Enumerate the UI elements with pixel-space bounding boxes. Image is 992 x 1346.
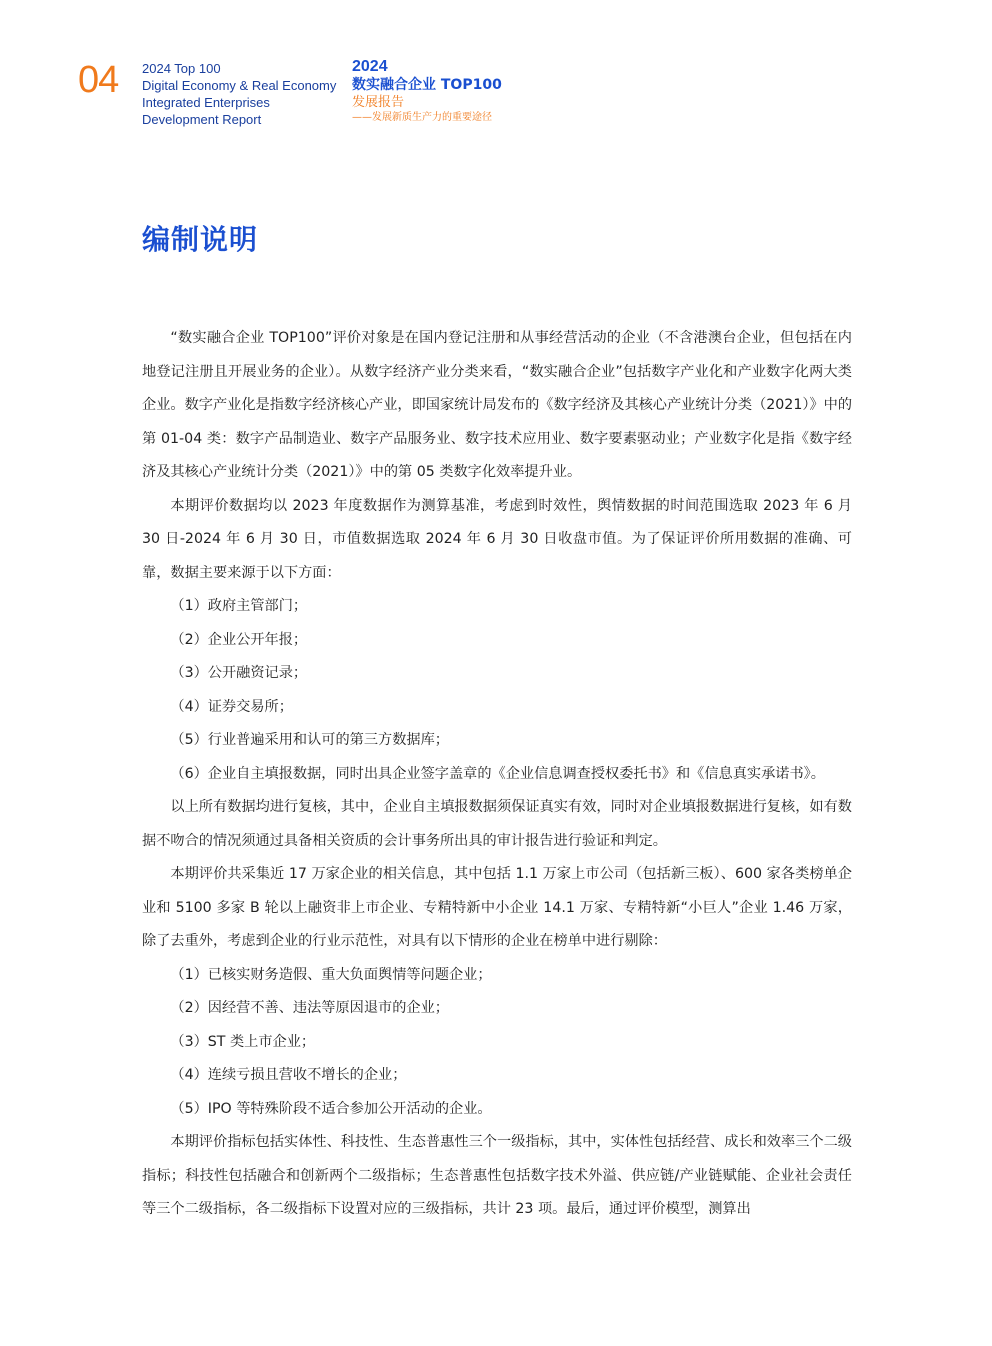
- english-title-line: 2024 Top 100: [142, 61, 221, 76]
- list-item: （3）公开融资记录；: [170, 665, 308, 681]
- paragraph-evaluation-scope: “数实融合企业 TOP100”评价对象是在国内登记注册和从事经营活动的企业（不含港澳台企业，但包括在内地登记注册且开展业务的企业）。从数字经济产业分类来看，“数实融合企业”包括数字产业化和产业数字化两大类企业。数字产业化是指数字经济核心产业，即国家统计局发布的《数字经济及其核心产业统计分类（2021）》中的第 01-04 类：数字产品制造业、数字产品服务业、数字技术应用业、数字要素驱动业；产业数字化是指《数字经济及其核心产业统计分类（2021）》中的第 05 类数字化效率提升业。: [142, 330, 853, 480]
- section-title: 编制说明: [142, 223, 259, 256]
- cn-title: 数实融合企业 TOP100: [352, 77, 502, 93]
- list-item: （2）因经营不善、违法等原因退市的企业；: [170, 1000, 449, 1016]
- list-item: （4）证券交易所；: [170, 698, 293, 715]
- list-item: （5）行业普遍采用和认可的第三方数据库；: [170, 732, 449, 748]
- list-item: （1）已核实财务造假、重大负面舆情等问题企业；: [170, 966, 492, 983]
- paragraph-indicators: 本期评价指标包括实体性、科技性、生态普惠性三个一级指标，其中，实体性包括经营、成长和效率三个二级指标；科技性包括融合和创新两个二级指标；生态普惠性包括数字技术外溢、供应链/产业链赋能、企业社会责任等三个二级指标，各二级指标下设置对应的三级指标，共计 23 项。最后，通过评价模型，测算出: [142, 1134, 852, 1217]
- page-number: 04: [78, 59, 119, 101]
- list-item: （1）政府主管部门；: [170, 598, 308, 614]
- chinese-report-title: [352, 58, 552, 125]
- english-title-line: Integrated Enterprises: [142, 95, 270, 110]
- list-item: （4）连续亏损且营收不增长的企业；: [170, 1067, 407, 1083]
- english-title-line: Digital Economy & Real Economy: [142, 78, 337, 93]
- exclusion-list: [142, 959, 852, 1127]
- list-item: （2）企业公开年报；: [170, 631, 308, 648]
- list-item: （3）ST 类上市企业；: [170, 1033, 316, 1050]
- english-title-line: Development Report: [142, 112, 262, 127]
- data-sources-list: [142, 590, 852, 791]
- report-header: [78, 56, 538, 128]
- paragraph-verification: 以上所有数据均进行复核，其中，企业自主填报数据须保证真实有效，同时对企业填报数据进行复核，如有数据不吻合的情况须通过具备相关资质的会计事务所出具的审计报告进行验证和判定。: [142, 799, 852, 849]
- cn-subtitle: 发展报告: [352, 95, 405, 110]
- list-item: （6）企业自主填报数据，同时出具企业签字盖章的《企业信息调查授权委托书》和《信息真实承诺书》。: [170, 765, 825, 782]
- list-item: （5）IPO 等特殊阶段不适合参加公开活动的企业。: [170, 1100, 492, 1117]
- body-content: [142, 322, 852, 1227]
- paragraph-collection: 本期评价共采集近 17 万家企业的相关信息，其中包括 1.1 万家上市公司（包括新三板）、600 家各类榜单企业和 5100 多家 B 轮以上融资非上市企业、专精特新中小企业 14.1 万家、专精特新“小巨人”企业 1.46 万家，除了去重外，考虑到企业的行业示范性，对具有以下情形的企业在榜单中进行剔除：: [142, 866, 852, 949]
- cn-tagline: ——发展新质生产力的重要途径: [352, 112, 492, 123]
- cn-year: 2024: [352, 58, 388, 75]
- english-report-title: [142, 60, 342, 128]
- paragraph-data-basis: 本期评价数据均以 2023 年度数据作为测算基准，考虑到时效性，舆情数据的时间范围选取 2023 年 6 月 30 日-2024 年 6 月 30 日，市值数据选取 2024 年 6 月 30 日收盘市值。为了保证评价所用数据的准确、可靠，数据主要来源于以下方面：: [142, 497, 852, 581]
